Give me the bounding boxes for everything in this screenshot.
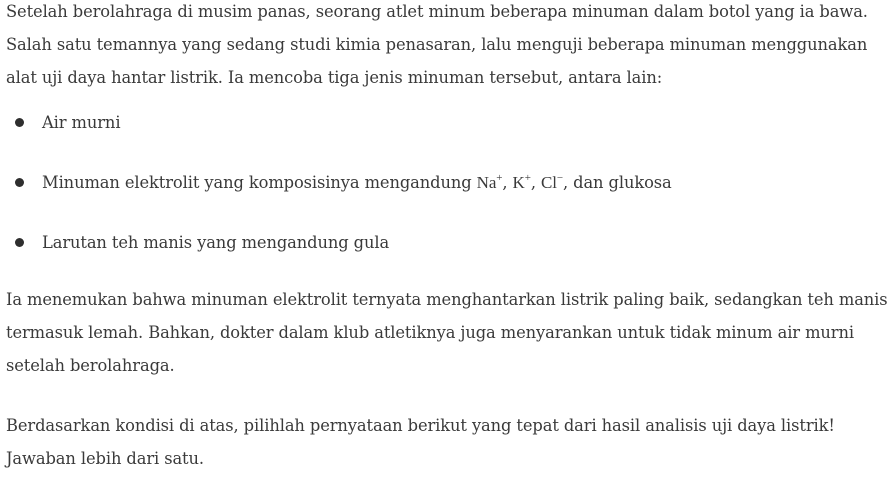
- bullet-icon: [15, 118, 24, 127]
- separator: ,: [530, 173, 541, 192]
- question-prompt: Berdasarkan kondisi di atas, pilihlah pernyataan berikut yang tepat dari hasil analisis uji daya listrik! Jawaban lebih dari satu.: [6, 416, 835, 468]
- drink-list: [6, 106, 890, 259]
- separator: ,: [502, 173, 513, 192]
- list-item-label-before: Minuman elektrolit yang komposisinya mengandung: [42, 173, 477, 192]
- finding-paragraph: Ia menemukan bahwa minuman elektrolit ternyata menghantarkan listrik paling baik, sedangkan teh manis termasuk lemah. Bahkan, dokter dalam klub atletiknya juga menyarankan untuk tidak minum air murni setelah berolahraga.: [6, 290, 888, 375]
- intro-paragraph: Setelah berolahraga di musim panas, seorang atlet minum beberapa minuman dalam botol yang ia bawa. Salah satu temannya yang sedang studi kimia penasaran, lalu menguji beberapa minuman menggunakan alat uji daya hantar listrik. Ia mencoba tiga jenis minuman tersebut, antara lain:: [6, 2, 868, 87]
- bullet-icon: [15, 178, 24, 187]
- list-item-tea: [6, 226, 890, 259]
- ion-potassium: K+: [512, 172, 531, 192]
- list-item-label: Larutan teh manis yang mengandung gula: [42, 233, 390, 252]
- ion-chloride: Cl−: [540, 172, 563, 192]
- list-item-electrolyte: [6, 166, 890, 199]
- list-item-label-after: , dan glukosa: [562, 173, 672, 192]
- list-item-water: [6, 106, 890, 139]
- list-item-label: Air murni: [42, 113, 121, 132]
- ion-sodium: Na+: [476, 172, 503, 192]
- bullet-icon: [15, 238, 24, 247]
